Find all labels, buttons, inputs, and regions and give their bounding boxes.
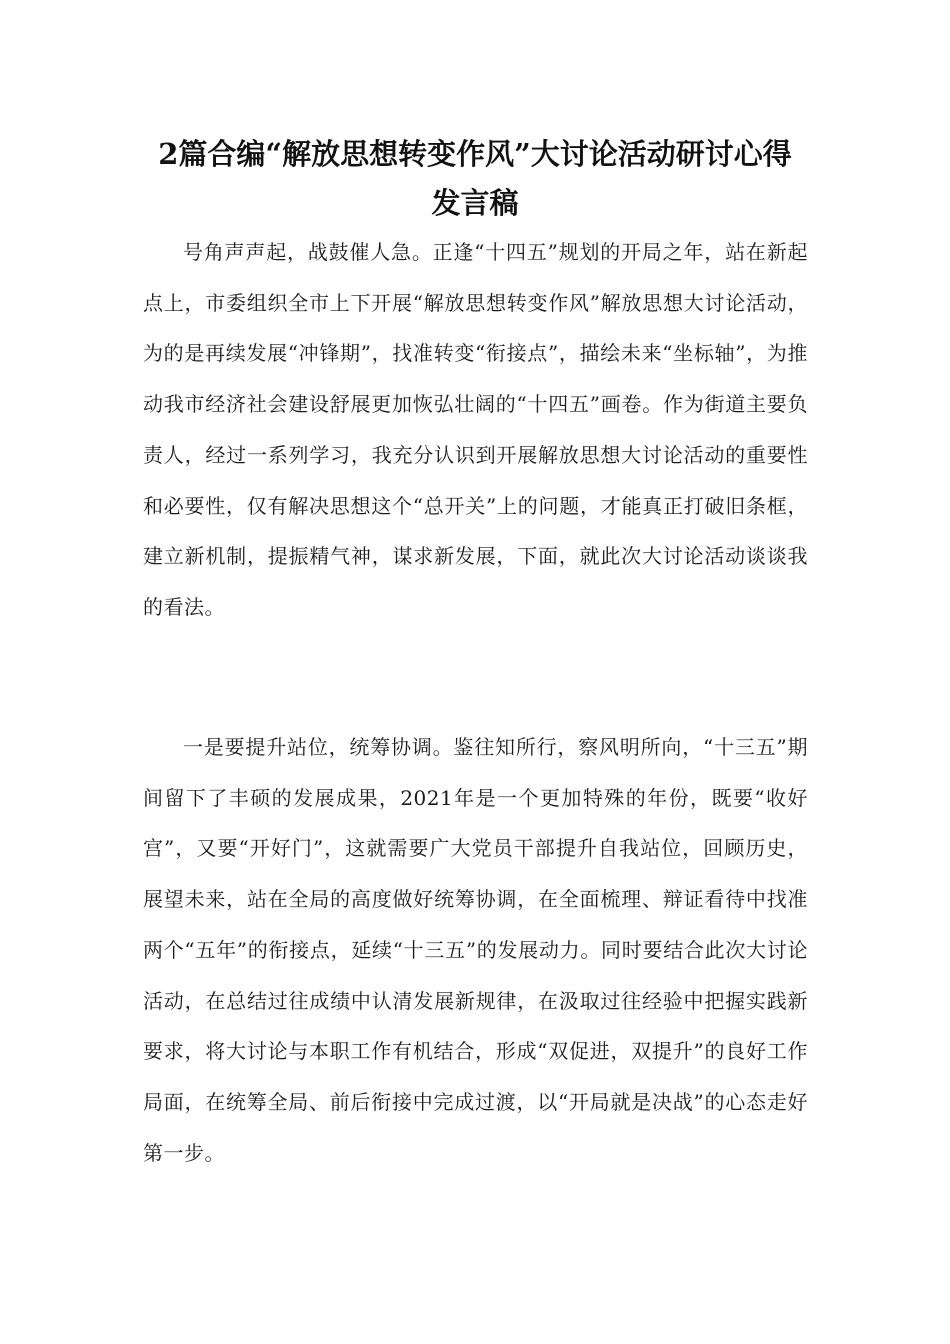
document-title-line-1: 2篇合编“解放思想转变作风”大讨论活动研讨心得 (158, 137, 792, 171)
body-paragraph-2: 一是要提升站位，统筹协调。鉴往知所行，察风明所向，“十三五”期间留下了丰硕的发展成果，2021年是一个更加特殊的年份，既要“收好宫”，又要“开好门”，这就需要广大党员干部提升自我站位，回顾历史，展望未来，站在全局的高度做好统筹协调，在全面梳理、辩证看待中找准两个“五年”的衔接点，延续“十三五”的发展动力。同时要结合此次大讨论活动，在总结过往成绩中认清发展新规律，在汲取过往经验中把握实践新要求，将大讨论与本职工作有机结合，形成“双促进，双提升”的良好工作局面，在统筹全局、前后衔接中完成过渡，以“开局就是决战”的心态走好第一步。 (143, 735, 808, 1165)
document-title-line-2: 发言稿 (431, 186, 519, 220)
body-paragraph-1: 号角声声起，战鼓催人急。正逢“十四五”规划的开局之年，站在新起点上，市委组织全市上下开展“解放思想转变作风”解放思想大讨论活动，为的是再续发展“冲锋期”，找准转变“衔接点”，描绘未来“坐标轴”，为推动我市经济社会建设舒展更加恢弘壮阔的“十四五”画卷。作为街道主要负责人，经过一系列学习，我充分认识到开展解放思想大讨论活动的重要性和必要性，仅有解决思想这个“总开关”上的问题，才能真正打破旧条框，建立新机制，提振精气神，谋求新发展，下面，就此次大讨论活动谈谈我的看法。 (143, 240, 808, 619)
